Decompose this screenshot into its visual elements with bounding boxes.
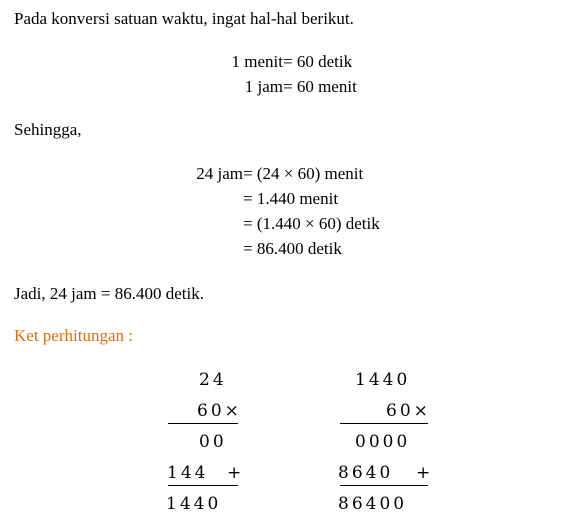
multiplier: 60× bbox=[197, 401, 242, 421]
step-rhs: = 86.400 detik bbox=[243, 239, 342, 258]
divider-line bbox=[340, 485, 428, 486]
step-rhs: = (24 × 60) menit bbox=[243, 164, 364, 183]
result: 1440 bbox=[166, 494, 222, 514]
partial-product: 8640 bbox=[338, 463, 394, 483]
fact-rhs: = 60 menit bbox=[283, 77, 357, 96]
partial-product: 144 bbox=[167, 463, 209, 483]
step-lhs: 24 jam bbox=[196, 164, 243, 183]
fact-row bbox=[180, 74, 357, 99]
plus-sign: + bbox=[416, 463, 434, 483]
step-lhs bbox=[150, 211, 243, 236]
divider-line bbox=[340, 423, 428, 424]
intro-text: Pada konversi satuan waktu, ingat hal-hal berikut. bbox=[14, 9, 354, 28]
conversion-facts bbox=[180, 49, 357, 99]
plus-sign: + bbox=[227, 463, 245, 483]
step-row bbox=[150, 186, 380, 211]
step-lhs bbox=[150, 236, 243, 261]
result: 86400 bbox=[338, 494, 408, 514]
conclusion-text: Jadi, 24 jam = 86.400 detik. bbox=[14, 284, 204, 303]
fact-lhs: 1 jam bbox=[244, 77, 283, 96]
step-row bbox=[150, 211, 380, 236]
partial-product: 00 bbox=[199, 432, 227, 452]
fact-lhs: 1 menit bbox=[231, 52, 283, 71]
step-rhs: = 1.440 menit bbox=[243, 189, 339, 208]
fact-row bbox=[180, 49, 357, 74]
divider-line bbox=[168, 485, 238, 486]
divider-line bbox=[168, 423, 238, 424]
fact-rhs: = 60 detik bbox=[283, 52, 353, 71]
step-rhs: = (1.440 × 60) detik bbox=[243, 214, 380, 233]
partial-product: 0000 bbox=[355, 432, 411, 452]
multiplicand: 24 bbox=[199, 370, 227, 390]
step-lhs bbox=[150, 186, 243, 211]
sehingga-text: Sehingga, bbox=[14, 120, 82, 139]
multiplier: 60× bbox=[386, 401, 431, 421]
conversion-steps bbox=[150, 161, 380, 261]
step-row bbox=[150, 236, 380, 261]
multiplicand: 1440 bbox=[355, 370, 411, 390]
step-row bbox=[150, 161, 380, 186]
ket-title: Ket perhitungan : bbox=[14, 326, 133, 345]
